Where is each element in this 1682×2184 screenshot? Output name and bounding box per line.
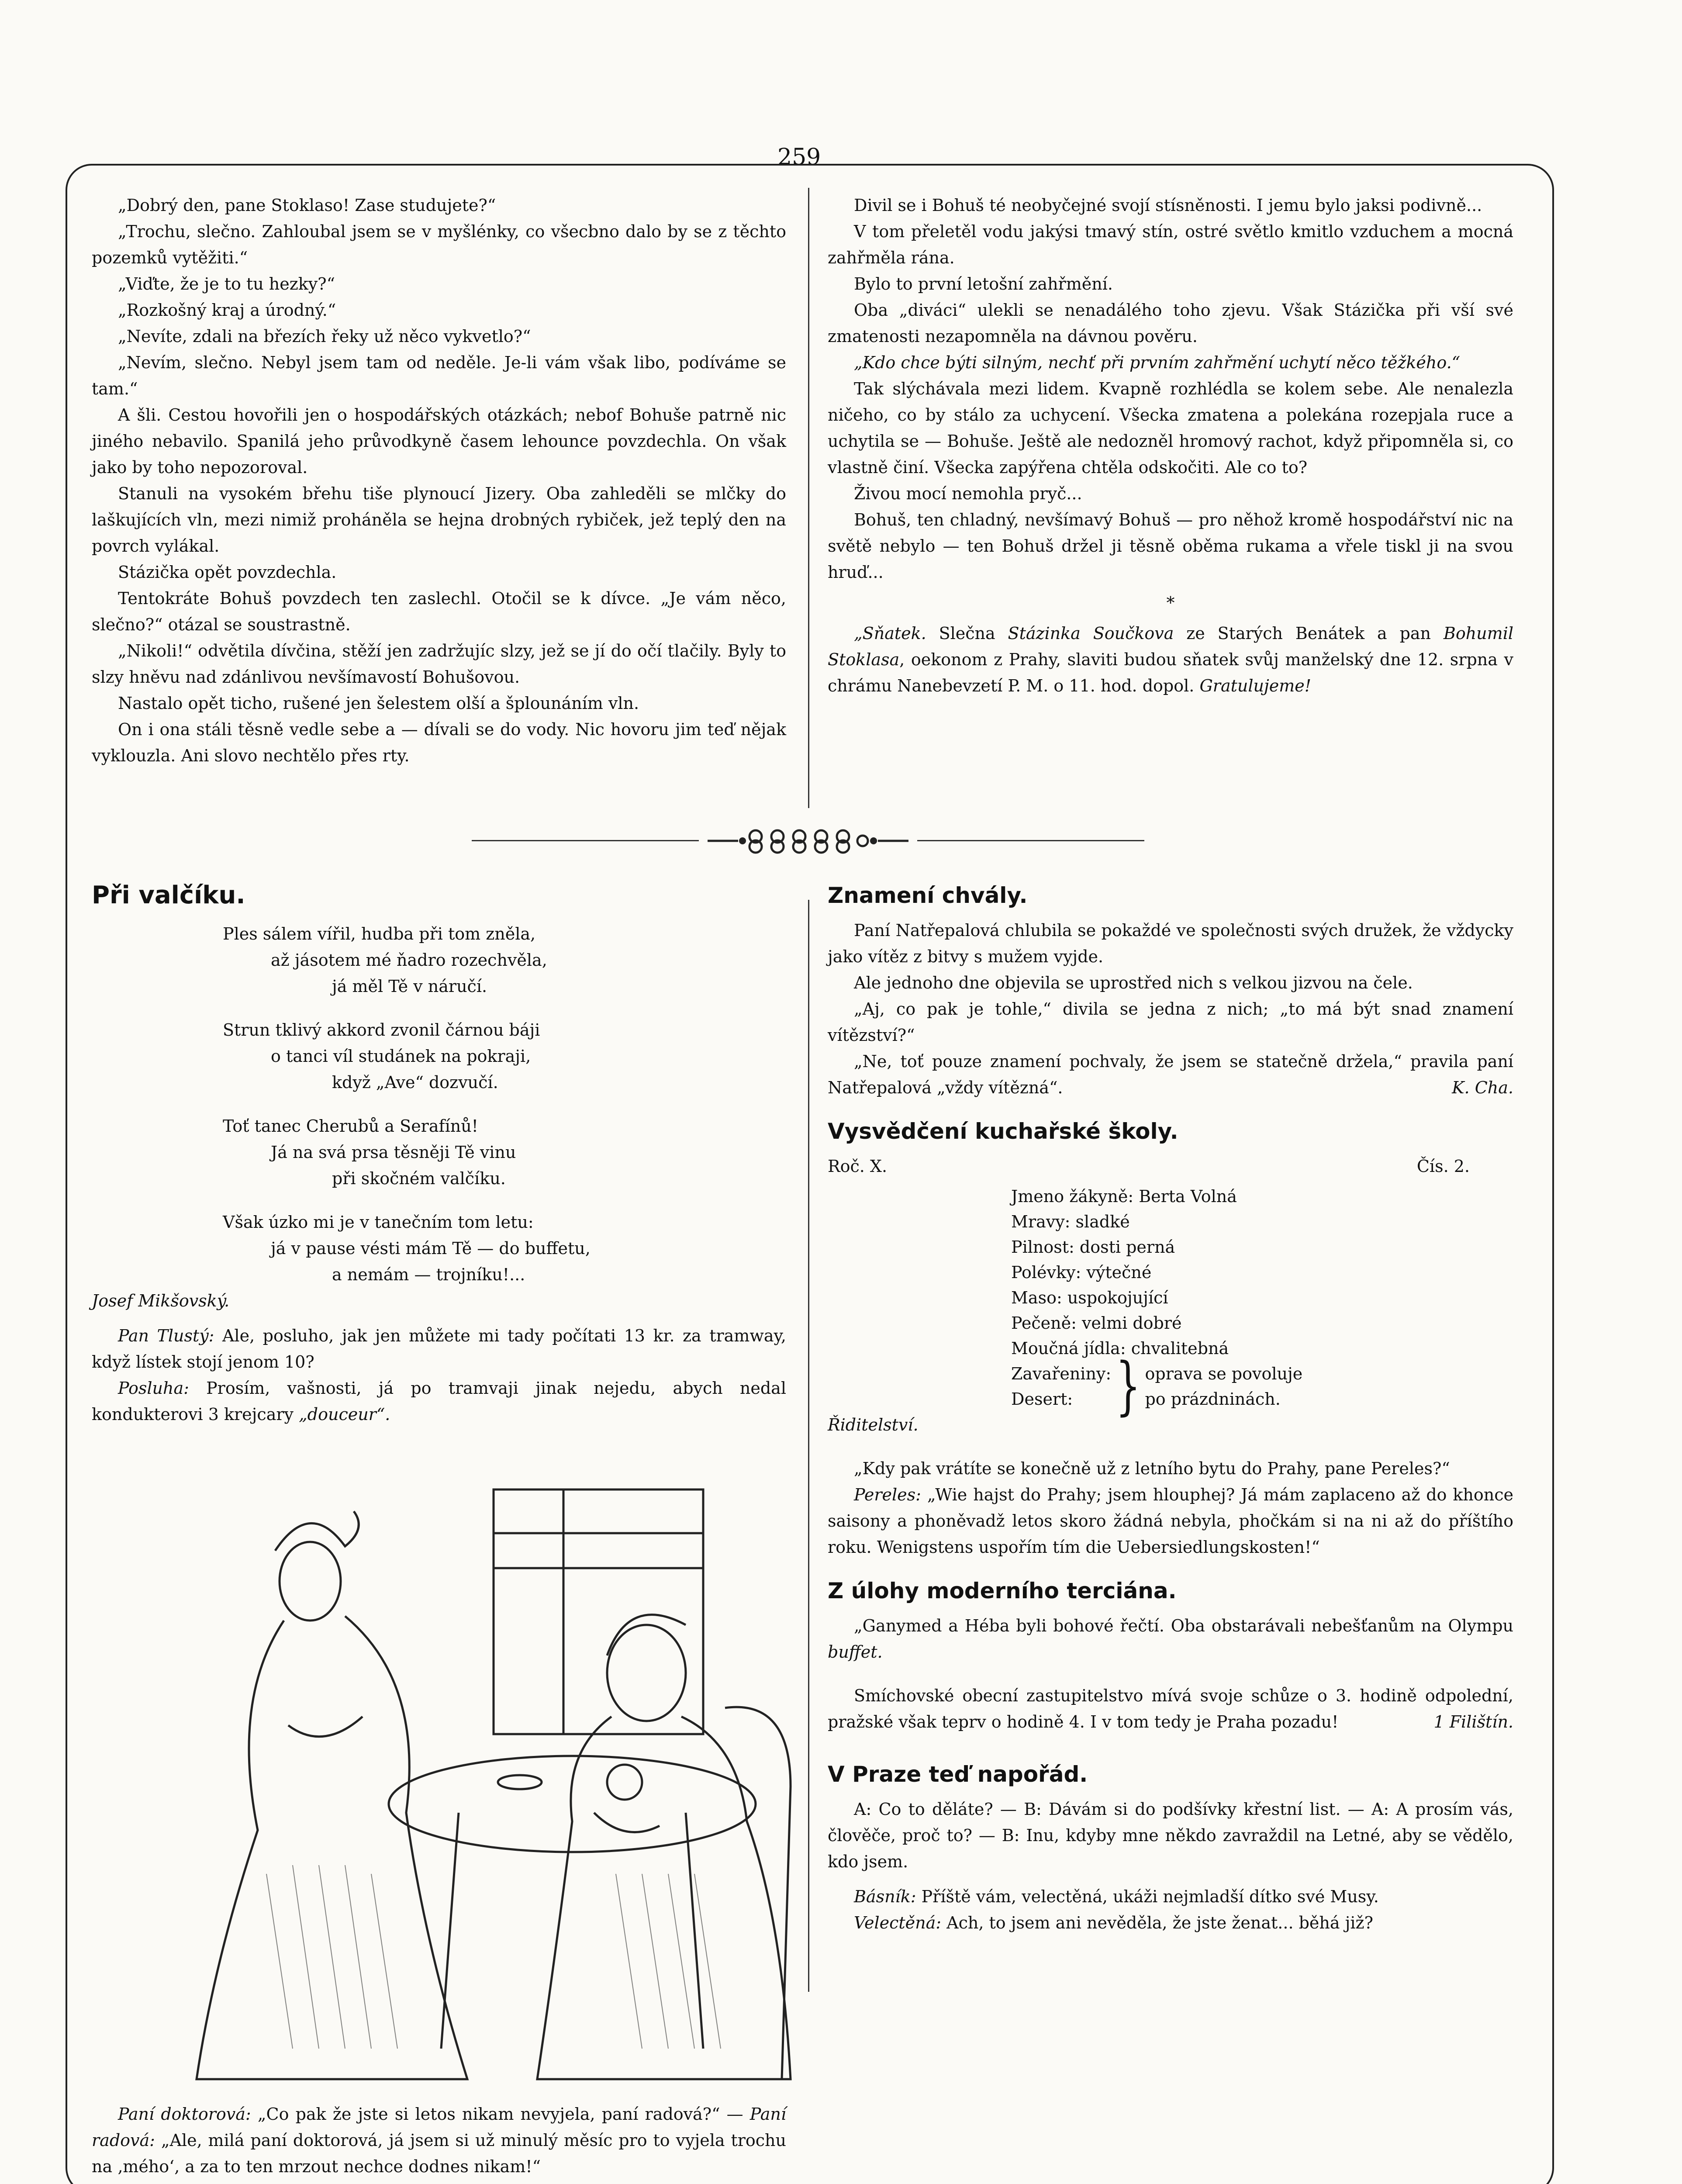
story-paragraph: Oba „diváci“ ulekli se nenadálého toho zjevu. Však Stázička při vší své zmatenosti nezapomněla na dávnou pověru. — [828, 301, 1513, 346]
poem-stanza — [223, 921, 786, 999]
grade-row: Jmeno žákyně: Berta Volná — [1011, 1187, 1237, 1206]
story-paragraph: Stanuli na vysokém břehu tiše plynoucí Jizery. Oba zahleděli se mlčky do laškujících vln, mezi nimiž proháněla se hejna drobných rybiček, jež teplý den na povrch vylákal. — [92, 484, 786, 556]
illustration-two-ladies — [179, 1481, 808, 2088]
report-signature: Řiditelství. — [828, 1415, 919, 1434]
poem-stanza — [223, 1113, 786, 1192]
story-paragraph: Nastalo opět ticho, rušené jen šelestem olší a šplounáním vln. — [118, 694, 639, 713]
poem-line: a nemám — trojníku!... — [332, 1265, 525, 1284]
caption-text: Paní doktorová: „Co pak že jste si letos nikam nevyjela, paní radová?“ — Paní radová: „Ale, milá paní doktorová, já jsem si už minulý měsíc pro to vyjela trochu na ‚mého‘, a za to ten mrzout nechce dodnes nikam!“ — [92, 2105, 786, 2176]
divider-line-left — [472, 840, 699, 841]
report-header — [828, 1153, 1513, 1179]
smichov-joke: Smíchovské obecní zastupitelstvo mívá svoje schůze o 3. hodině odpolední, pražské však teprv o hodině 4. I v tom tedy je Praha pozadu! 1 Filištín. — [828, 1683, 1513, 1735]
bottom-right-column — [828, 882, 1513, 1936]
column-divider — [808, 188, 809, 808]
grade-row: Polévky: výtečné — [1011, 1263, 1152, 1282]
story-paragraph: Tak slýchávala mezi lidem. Kvapně rozhlédla se kolem sebe. Ale nenalezla ničeho, co by stálo za uchycení. Všecka zmatena a polekána rozepjala ruce a uchytila se — Bohuše. Ještě ale nedozněl hromový rachot, když připomněla si, co vlastně činí. Všecka zapýřena chtěla odskočiti. Ale co to? — [828, 379, 1513, 477]
story-paragraph: „Trochu, slečno. Zahloubal jsem se v myšlénky, co všecbno dalo by se z těchto pozemků vytěžiti.“ — [92, 222, 786, 267]
poem-title: Při valčíku. — [92, 881, 245, 909]
poem-line: Však úzko mi je v tanečním tom letu: — [223, 1213, 534, 1232]
story-right-column — [828, 192, 1513, 699]
story-paragraph: „Rozkošný kraj a úrodný.“ — [118, 301, 336, 320]
page-number: 259 — [777, 144, 821, 170]
grade-label: Desert: — [1011, 1389, 1073, 1409]
report-title: Vysvědčení kuchařské školy. — [828, 1119, 1178, 1144]
task-title: Z úlohy moderního terciána. — [828, 1578, 1177, 1603]
story-paragraph: „Dobrý den, pane Stoklaso! Zase studujete?“ — [118, 196, 496, 215]
poem-stanza — [223, 1017, 786, 1095]
story-paragraph: „Viďte, že je to tu hezky?“ — [118, 274, 335, 294]
praise-paragraph: Paní Natřepalová chlubila se pokaždé ve společnosti svých družek, že vždycky jako vítěz z bitvy s mužem vyjde. — [828, 921, 1513, 966]
story-paragraph: V tom přeletěl vodu jakýsi tmavý stín, ostré světlo kmitlo vzduchem a mocná zahřměla rána. — [828, 222, 1513, 267]
story-paragraph: Divil se i Bohuš té neobyčejné svojí stísněnosti. I jemu bylo jaksi podivně... — [854, 196, 1482, 215]
grade-label: Zavařeniny: — [1011, 1364, 1112, 1383]
praise-paragraph: „Aj, co pak je tohle,“ divila se jedna z nich; „to má být snad znamení vítězství?“ — [828, 999, 1513, 1045]
poem-line: o tanci víl studánek na pokraji, — [271, 1047, 531, 1066]
praise-title: Znamení chvály. — [828, 883, 1028, 908]
story-left-column — [92, 192, 786, 769]
poem-line: Strun tklivý akkord zvonil čárnou báji — [223, 1020, 540, 1040]
story-quote: „Kdo chce býti silným, nechť při prvním zahřmění uchytí něco těžkého.“ — [854, 353, 1461, 372]
grade-value: oprava se povoluje — [1145, 1364, 1303, 1383]
divider-line-right — [917, 840, 1144, 841]
story-paragraph: Bylo to první letošní zahřmění. — [854, 274, 1113, 294]
grade-row: Pečeně: velmi dobré — [1011, 1313, 1182, 1333]
column-divider — [808, 900, 809, 1992]
illustration-caption — [92, 2101, 786, 2180]
pereles-answer: Pereles: „Wie hajst do Prahy; jsem hlouphej? Já mám zaplaceno až do khonce saisony a phoněvadž letos skoro žádná nebyla, phočkám si na ni až do příštího roku. Wenigstens uspořím tím die Uebersiedlungskosten!“ — [828, 1485, 1513, 1557]
praise-paragraph: „Ne, toť pouze znamení pochvaly, že jsem se statečně držela,“ pravila paní Natřepalová „vždy vítězná“. K. Cha. — [828, 1048, 1513, 1101]
poem-line: při skočném valčíku. — [332, 1169, 506, 1188]
prague-dialog: A: Co to děláte? — B: Dávám si do podšívky křestní list. — A: A prosím vás, člověče, proč to? — B: Inu, kdyby mne někdo zavraždil na Letné, aby se vědělo, kdo jsem. — [828, 1800, 1513, 1871]
grade-row: Mravy: sladké — [1011, 1212, 1130, 1231]
grade-brace-group — [1011, 1349, 1513, 1423]
poet-line: Básník: Příště vám, velectěná, ukáži nejmladší dítko své Musy. — [854, 1887, 1379, 1906]
poem-line: já měl Tě v náručí. — [332, 977, 487, 996]
poem-stanza — [223, 1209, 786, 1288]
story-paragraph: „Nevíte, zdali na březích řeky už něco vykvetlo?“ — [118, 327, 531, 346]
praise-paragraph: Ale jednoho dne objevila se uprostřed nich s velkou jizvou na čele. — [854, 973, 1413, 992]
praise-signature: K. Cha. — [1452, 1078, 1513, 1097]
story-paragraph: Bohuš, ten chladný, nevšímavý Bohuš — pro něhož kromě hospodářství nic na světě nebylo — ten Bohuš držel ji těsně oběma rukama a vřele tiskl ji na svou hruď... — [828, 510, 1513, 582]
grade-value: po prázdninách. — [1145, 1389, 1281, 1409]
poem-line: když „Ave“ dozvučí. — [332, 1073, 498, 1092]
task-signature: 1 Filištín. — [1433, 1712, 1513, 1731]
poem-line: Toť tanec Cherubů a Serafínů! — [223, 1116, 478, 1136]
poem-line: Já na svá prsa těsněji Tě vinu — [271, 1143, 516, 1162]
poem-column — [92, 882, 786, 1427]
pereles-question: „Kdy pak vrátíte se konečně už z letního bytu do Prahy, pane Pereles?“ — [854, 1459, 1450, 1478]
poem-line: já v pause vésti mám Tě — do buffetu, — [271, 1239, 591, 1258]
report-grades — [1011, 1184, 1513, 1423]
ornament-icon — [699, 826, 917, 856]
story-paragraph: Živou mocí nemohla pryč... — [854, 484, 1082, 503]
lady-line: Velectěná: Ach, to jsem ani nevěděla, že jste ženat... běhá již? — [854, 1913, 1373, 1932]
poem-signature: Josef Mikšovský. — [92, 1291, 230, 1310]
wedding-notice: „Sňatek. Slečna Stázinka Součkova ze Starých Benátek a pan Bohumil Stoklasa, oekonom z Prahy, slaviti budou sňatek svůj manželský dne 12. srpna v chrámu Nanebevzetí P. M. o 11. hod. dopol. Gratulujeme! — [828, 624, 1513, 695]
poem-body — [92, 921, 786, 1288]
section-star: * — [1166, 593, 1175, 612]
story-paragraph: Tentokráte Bohuš povzdech ten zaslechl. Otočil se k dívce. „Je vám něco, slečno?“ otázal se soustrastně. — [92, 589, 786, 634]
prague-title: V Praze teď napořád. — [828, 1762, 1088, 1787]
task-text: „Ganymed a Héba byli bohové řečtí. Oba obstarávali nebešťanům na Olympu buffet. — [828, 1616, 1513, 1662]
poem-line: Ples sálem vířil, hudba při tom zněla, — [223, 924, 536, 943]
poem-line: až jásotem mé ňadro rozechvěla, — [271, 950, 547, 970]
grade-row: Pilnost: dosti perná — [1011, 1237, 1175, 1257]
report-year: Roč. X. — [828, 1157, 888, 1176]
grade-row: Maso: uspokojující — [1011, 1288, 1168, 1307]
report-number: Čís. 2. — [1416, 1157, 1470, 1176]
story-paragraph: On i ona stáli těsně vedle sebe a — dívali se do vody. Nic hovoru jim teď nějak vyklouzla. Ani slovo nechtělo přes rty. — [92, 720, 786, 765]
brace-icon: } — [1116, 1349, 1141, 1423]
tramway-joke: Pan Tlustý: Ale, posluho, jak jen můžete mi tady počítati 13 kr. za tramway, když lístek stojí jenom 10? — [92, 1326, 786, 1372]
story-paragraph: A šli. Cestou hovořili jen o hospodářských otázkách; nebof Bohuše patrně nic jiného nebavilo. Spanilá jeho průvodkyně časem lehounce povzdechla. On však jako by toho nepozoroval. — [92, 405, 786, 477]
tramway-joke-reply: Posluha: Prosím, vašnosti, já po tramvaji jinak nejedu, abych nedal kondukterovi 3 krejcary „douceur“. — [92, 1379, 786, 1424]
story-paragraph: „Nikoli!“ odvětila dívčina, stěží jen zadržujíc slzy, jež se jí do očí tlačily. Byly to slzy hněvu nad zdánlivou nevšímavostí Bohušovou. — [92, 641, 786, 687]
story-paragraph: „Nevím, slečno. Nebyl jsem tam od neděle. Je-li vám však libo, podíváme se tam.“ — [92, 353, 786, 398]
story-paragraph: Stázička opět povzdechla. — [118, 563, 337, 582]
grade-row: Moučná jídla: chvalitebná — [1011, 1339, 1229, 1358]
